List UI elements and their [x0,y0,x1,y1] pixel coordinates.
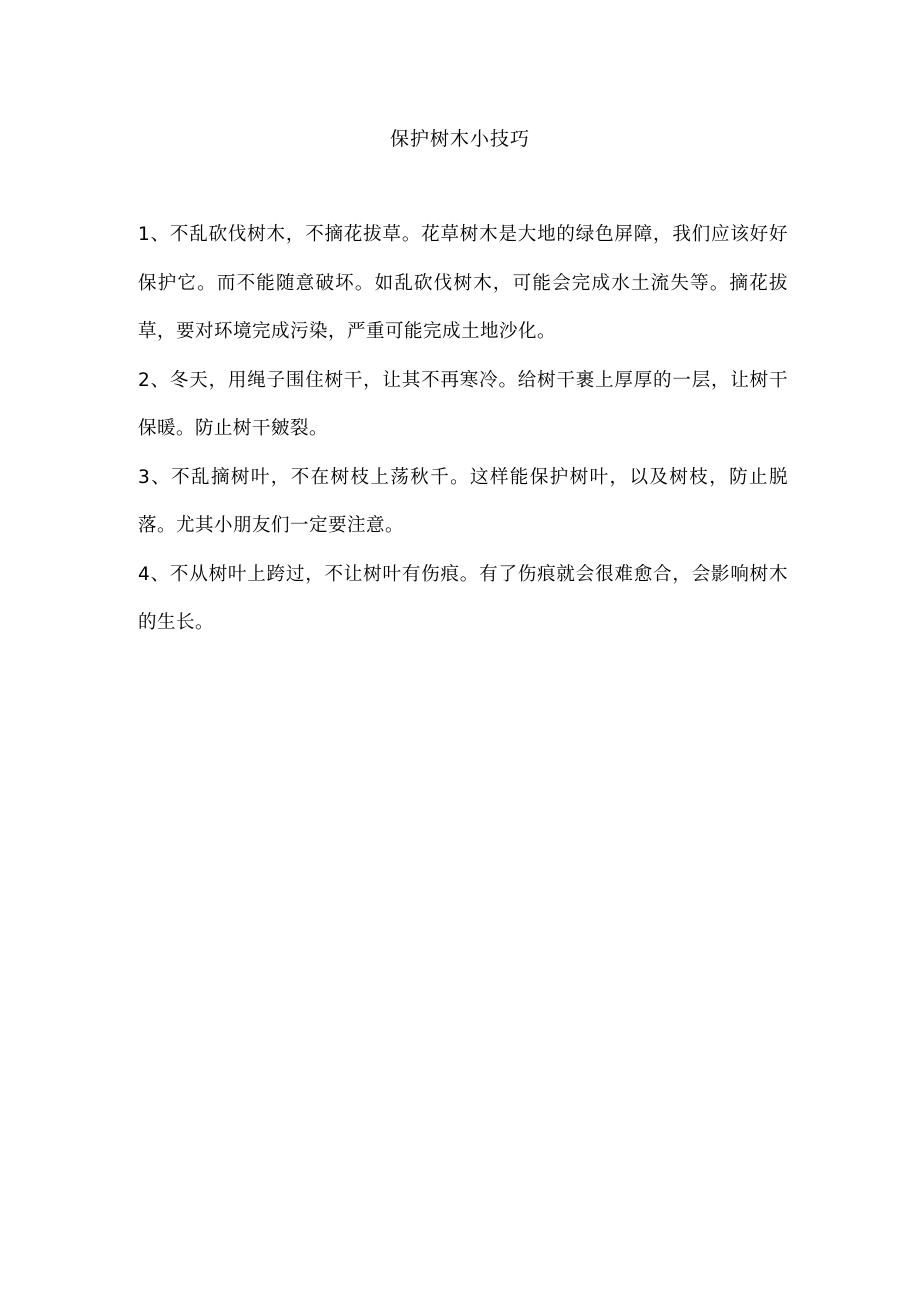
document-body [138,211,788,648]
paragraph-4: 4、不从树叶上跨过，不让树叶有伤痕。有了伤痕就会很难愈合，会影响树木的生长。 [138,563,788,633]
paragraph-3: 3、不乱摘树叶，不在树枝上荡秋千。这样能保护树叶，以及树枝，防止脱落。尤其小朋友们一定要注意。 [138,466,788,536]
paragraph-1: 1、不乱砍伐树木，不摘花拔草。花草树木是大地的绿色屏障，我们应该好好保护它。而不能随意破坏。如乱砍伐树木，可能会完成水土流失等。摘花拔草，要对环境完成污染，严重可能完成土地沙化。 [138,224,788,342]
document-title: 保护树木小技巧 [389,128,530,150]
paragraph-2: 2、冬天，用绳子围住树干，让其不再寒冷。给树干裹上厚厚的一层，让树干保暖。防止树干皴裂。 [138,369,788,439]
